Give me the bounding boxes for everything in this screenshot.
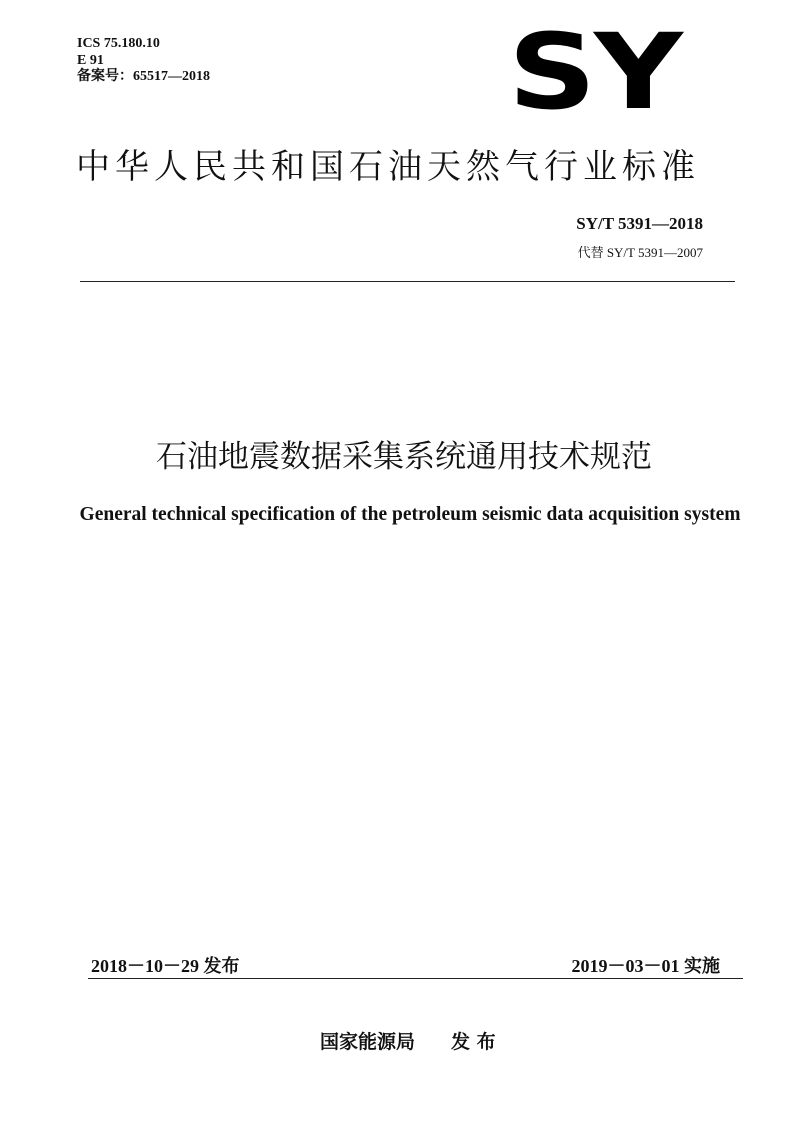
record-number: 备案号：65517—2018	[77, 69, 210, 84]
replaces-standard: 代替 SY/T 5391—2007	[577, 245, 703, 260]
footer-divider	[88, 978, 743, 979]
issuing-agency: 国家能源局	[320, 1031, 416, 1053]
standard-number: SY/T 5391—2018	[576, 214, 703, 233]
ics-code: ICS 75.180.10	[77, 36, 160, 51]
document-title-chinese: 石油地震数据采集系统通用技术规范	[156, 439, 652, 475]
ccs-code: E 91	[77, 53, 104, 68]
document-title-english: General technical specification of the petroleum seismic data acquisition system	[79, 504, 741, 525]
issue-action: 发 布	[451, 1031, 496, 1053]
issue-date: 2018－10－29 发布	[91, 956, 240, 976]
standard-type-heading: 中华人民共和国石油天然气行业标准	[76, 147, 700, 187]
effective-date: 2019－03－01 实施	[571, 956, 720, 976]
sy-logo: SY	[508, 11, 681, 133]
header-divider	[80, 281, 735, 282]
issuer-line	[320, 1030, 496, 1054]
